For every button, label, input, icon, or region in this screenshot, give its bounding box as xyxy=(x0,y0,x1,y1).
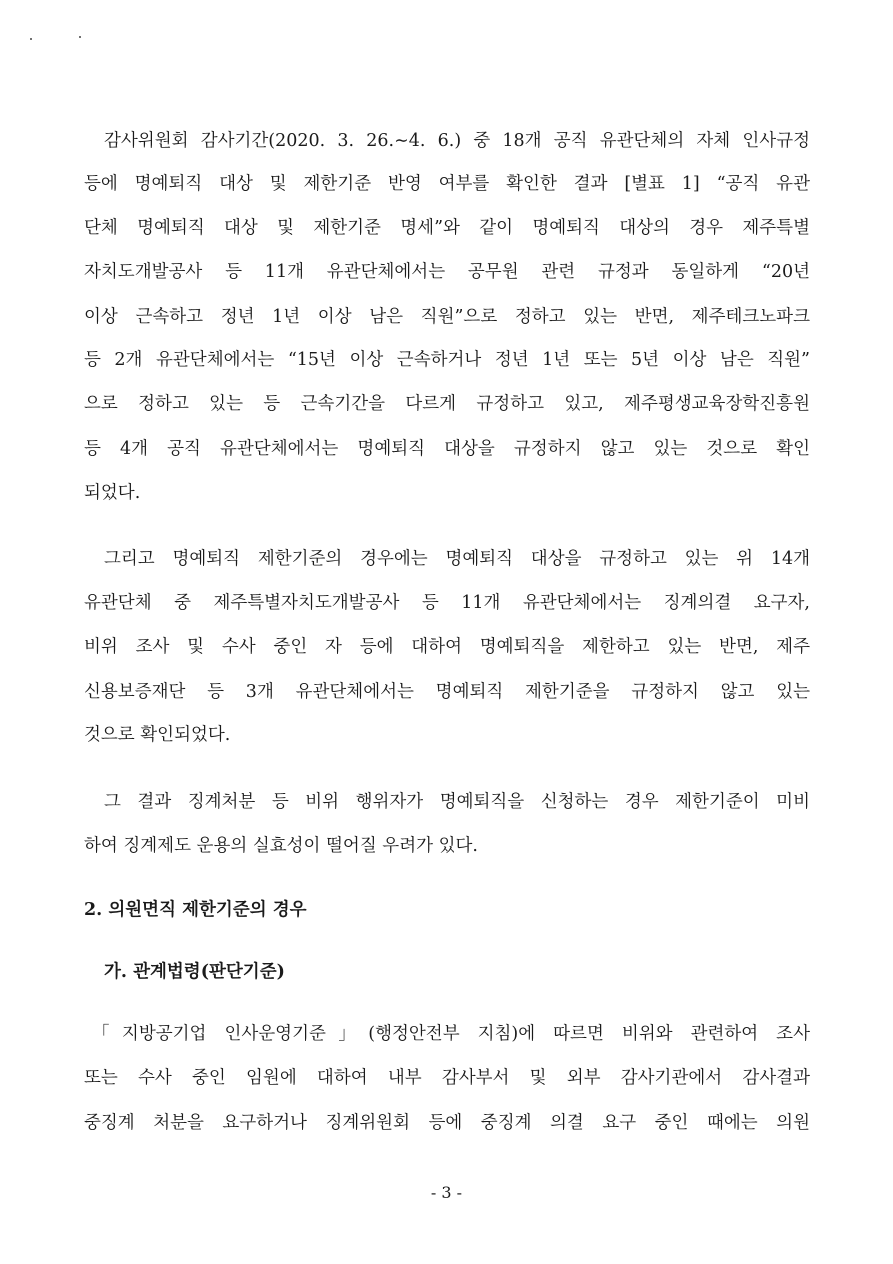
paragraph-2-line-2: 유관단체 중 제주특별자치도개발공사 등 11개 유관단체에서는 징계의결 요구자, xyxy=(84,593,810,613)
section-heading: 2. 의원면직 제한기준의 경우 xyxy=(84,900,307,920)
paragraph-1-line-2: 등에 명예퇴직 대상 및 제한기준 반영 여부를 확인한 결과 [별표 1] “공직 유관 xyxy=(84,174,810,194)
paragraph-1-line-8: 등 4개 공직 유관단체에서는 명예퇴직 대상을 규정하지 않고 있는 것으로 확인 xyxy=(84,439,810,459)
paragraph-1-line-3: 단체 명예퇴직 대상 및 제한기준 명세”와 같이 명예퇴직 대상의 경우 제주특별 xyxy=(84,218,810,238)
paragraph-2-line-1: 그리고 명예퇴직 제한기준의 경우에는 명예퇴직 대상을 규정하고 있는 위 14개 xyxy=(104,549,810,569)
paragraph-1-line-9: 되었다. xyxy=(84,483,141,503)
subsection-heading: 가. 관계법령(판단기준) xyxy=(104,962,285,982)
paragraph-1-line-5: 이상 근속하고 정년 1년 이상 남은 직원”으로 정하고 있는 반면, 제주테크노파크 xyxy=(84,307,810,327)
paragraph-1-line-4: 자치도개발공사 등 11개 유관단체에서는 공무원 관련 규정과 동일하게 “20년 xyxy=(84,262,810,282)
paragraph-1-line-1: 감사위원회 감사기간(2020. 3. 26.∼4. 6.) 중 18개 공직 유관단체의 자체 인사규정 xyxy=(104,131,810,151)
paragraph-2-line-5: 것으로 확인되었다. xyxy=(84,725,231,745)
page-number: - 3 - xyxy=(430,1183,463,1202)
scan-speck xyxy=(30,38,32,40)
paragraph-2-line-3: 비위 조사 및 수사 중인 자 등에 대하여 명예퇴직을 제한하고 있는 반면, 제주 xyxy=(84,637,810,657)
paragraph-1-line-7: 으로 정하고 있는 등 근속기간을 다르게 규정하고 있고, 제주평생교육장학진흥원 xyxy=(84,394,810,414)
paragraph-4-line-2: 또는 수사 중인 임원에 대하여 내부 감사부서 및 외부 감사기관에서 감사결과 xyxy=(84,1068,810,1088)
paragraph-3-line-2: 하여 징계제도 운용의 실효성이 떨어질 우려가 있다. xyxy=(84,836,478,856)
paragraph-2-line-4: 신용보증재단 등 3개 유관단체에서는 명예퇴직 제한기준을 규정하지 않고 있는 xyxy=(84,682,810,702)
paragraph-4-line-3: 중징계 처분을 요구하거나 징계위원회 등에 중징계 의결 요구 중인 때에는 의원 xyxy=(84,1113,810,1133)
paragraph-1-line-6: 등 2개 유관단체에서는 “15년 이상 근속하거나 정년 1년 또는 5년 이상 남은 직원” xyxy=(84,350,810,370)
paragraph-4-line-1: 「지방공기업 인사운영기준」(행정안전부 지침)에 따르면 비위와 관련하여 조사 xyxy=(92,1024,810,1044)
scan-speck xyxy=(79,36,81,38)
paragraph-3-line-1: 그 결과 징계처분 등 비위 행위자가 명예퇴직을 신청하는 경우 제한기준이 미비 xyxy=(104,792,810,812)
